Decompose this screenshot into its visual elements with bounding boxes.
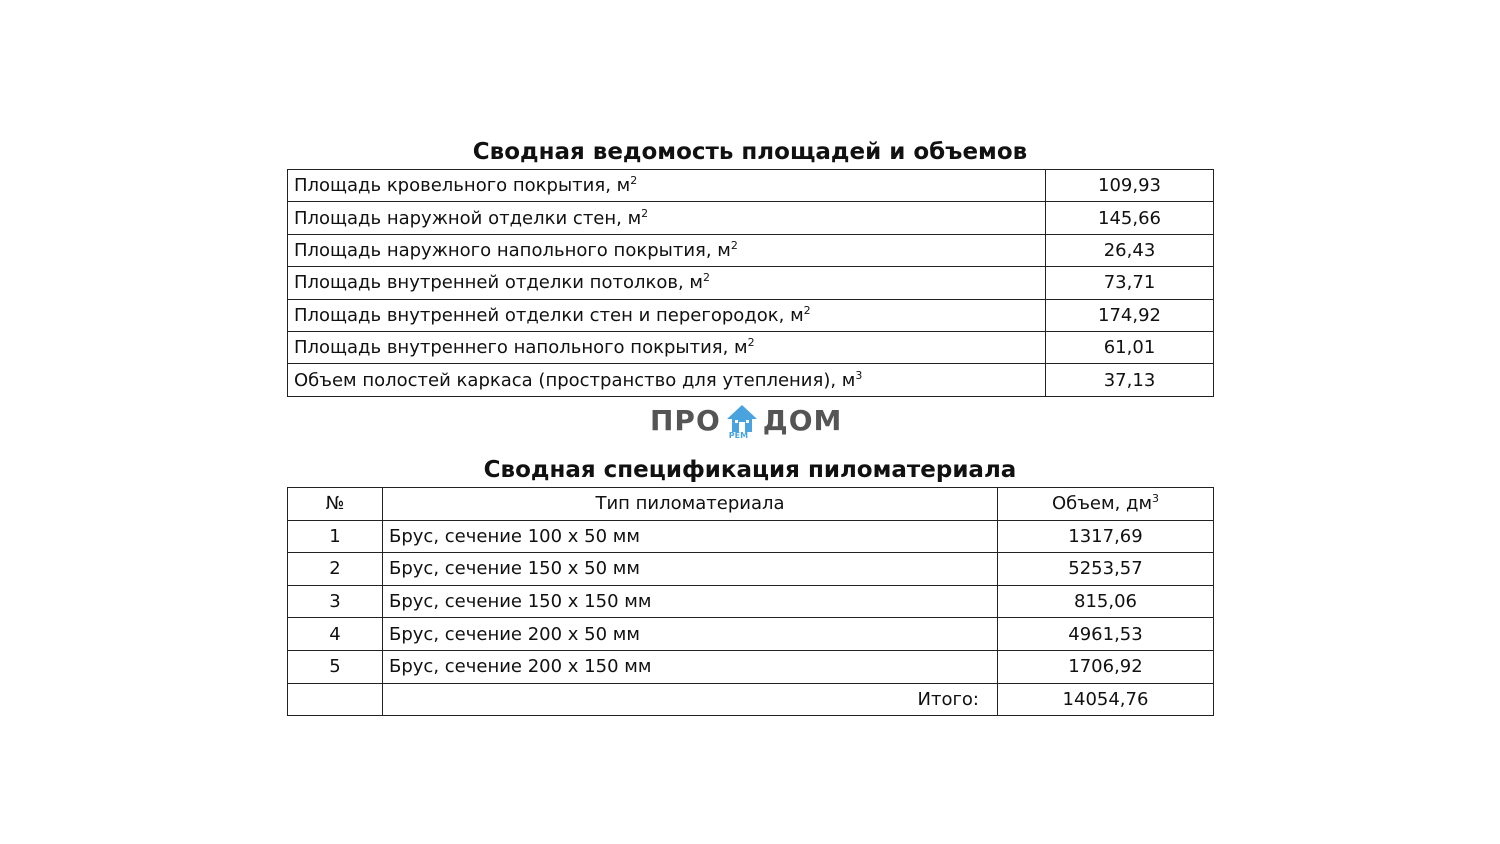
row-label-text: Площадь внутренней отделки потолков, м bbox=[294, 272, 703, 294]
row-number: 5 bbox=[288, 650, 383, 683]
unit-superscript: 2 bbox=[747, 336, 755, 350]
logo-word-pro: ПРО bbox=[650, 404, 721, 437]
logo-word-dom: ДОМ bbox=[762, 404, 843, 437]
table-row bbox=[288, 331, 1214, 363]
total-row bbox=[288, 683, 1214, 716]
row-label-text: Площадь кровельного покрытия, м bbox=[294, 175, 631, 197]
row-type: Брус, сечение 150 х 150 мм bbox=[383, 585, 998, 618]
row-value: 61,01 bbox=[1046, 331, 1214, 363]
row-type: Брус, сечение 200 х 50 мм bbox=[383, 618, 998, 651]
row-number: 3 bbox=[288, 585, 383, 618]
lumber-spec-table bbox=[287, 487, 1214, 716]
table-row bbox=[288, 585, 1214, 618]
row-volume: 1317,69 bbox=[998, 520, 1214, 553]
header-number: № bbox=[288, 488, 383, 521]
row-label bbox=[288, 331, 1046, 363]
table-row bbox=[288, 553, 1214, 586]
total-label: Итого: bbox=[383, 683, 998, 716]
table-row bbox=[288, 618, 1214, 651]
lumber-table-title: Сводная спецификация пиломатериала bbox=[483, 457, 1017, 483]
unit-superscript: 2 bbox=[630, 174, 638, 188]
row-value: 174,92 bbox=[1046, 299, 1214, 331]
header-volume-text: Объем, дм bbox=[1051, 493, 1153, 515]
unit-superscript: 2 bbox=[803, 303, 811, 317]
row-volume: 1706,92 bbox=[998, 650, 1214, 683]
row-type: Брус, сечение 100 х 50 мм bbox=[383, 520, 998, 553]
total-empty-cell bbox=[288, 683, 383, 716]
unit-superscript: 3 bbox=[1152, 492, 1160, 506]
row-number: 2 bbox=[288, 553, 383, 586]
row-label bbox=[288, 364, 1046, 396]
row-volume: 815,06 bbox=[998, 585, 1214, 618]
summary-table bbox=[287, 169, 1214, 397]
table-row bbox=[288, 650, 1214, 683]
row-value: 109,93 bbox=[1046, 170, 1214, 202]
row-label bbox=[288, 267, 1046, 299]
table-row bbox=[288, 202, 1214, 234]
row-volume: 5253,57 bbox=[998, 553, 1214, 586]
header-type: Тип пиломатериала bbox=[383, 488, 998, 521]
row-label-text: Площадь наружной отделки стен, м bbox=[294, 207, 642, 229]
unit-superscript: 3 bbox=[855, 368, 863, 382]
header-volume bbox=[998, 488, 1214, 521]
row-type: Брус, сечение 200 х 150 мм bbox=[383, 650, 998, 683]
house-icon bbox=[725, 404, 759, 440]
row-volume: 4961,53 bbox=[998, 618, 1214, 651]
row-label-text: Площадь внутренней отделки стен и перегородок, м bbox=[294, 304, 804, 326]
logo-small-text: РЕМ bbox=[728, 431, 749, 440]
row-type: Брус, сечение 150 х 50 мм bbox=[383, 553, 998, 586]
row-label-text: Площадь наружного напольного покрытия, м bbox=[294, 239, 731, 261]
row-value: 145,66 bbox=[1046, 202, 1214, 234]
row-value: 37,13 bbox=[1046, 364, 1214, 396]
row-value: 26,43 bbox=[1046, 234, 1214, 266]
table-row bbox=[288, 267, 1214, 299]
row-label bbox=[288, 234, 1046, 266]
table-header-row bbox=[288, 488, 1214, 521]
table-row bbox=[288, 299, 1214, 331]
brand-logo bbox=[650, 404, 850, 444]
row-label bbox=[288, 170, 1046, 202]
unit-superscript: 2 bbox=[730, 238, 738, 252]
table-row bbox=[288, 170, 1214, 202]
unit-superscript: 2 bbox=[641, 206, 649, 220]
total-value: 14054,76 bbox=[998, 683, 1214, 716]
table-row bbox=[288, 520, 1214, 553]
row-label-text: Объем полостей каркаса (пространство для утепления), м bbox=[294, 369, 856, 391]
row-number: 1 bbox=[288, 520, 383, 553]
row-label-text: Площадь внутреннего напольного покрытия, м bbox=[294, 337, 748, 359]
summary-table-title: Сводная ведомость площадей и объемов bbox=[472, 139, 1028, 165]
table-row bbox=[288, 364, 1214, 396]
unit-superscript: 2 bbox=[702, 271, 710, 285]
row-value: 73,71 bbox=[1046, 267, 1214, 299]
row-number: 4 bbox=[288, 618, 383, 651]
row-label bbox=[288, 299, 1046, 331]
row-label bbox=[288, 202, 1046, 234]
table-row bbox=[288, 234, 1214, 266]
